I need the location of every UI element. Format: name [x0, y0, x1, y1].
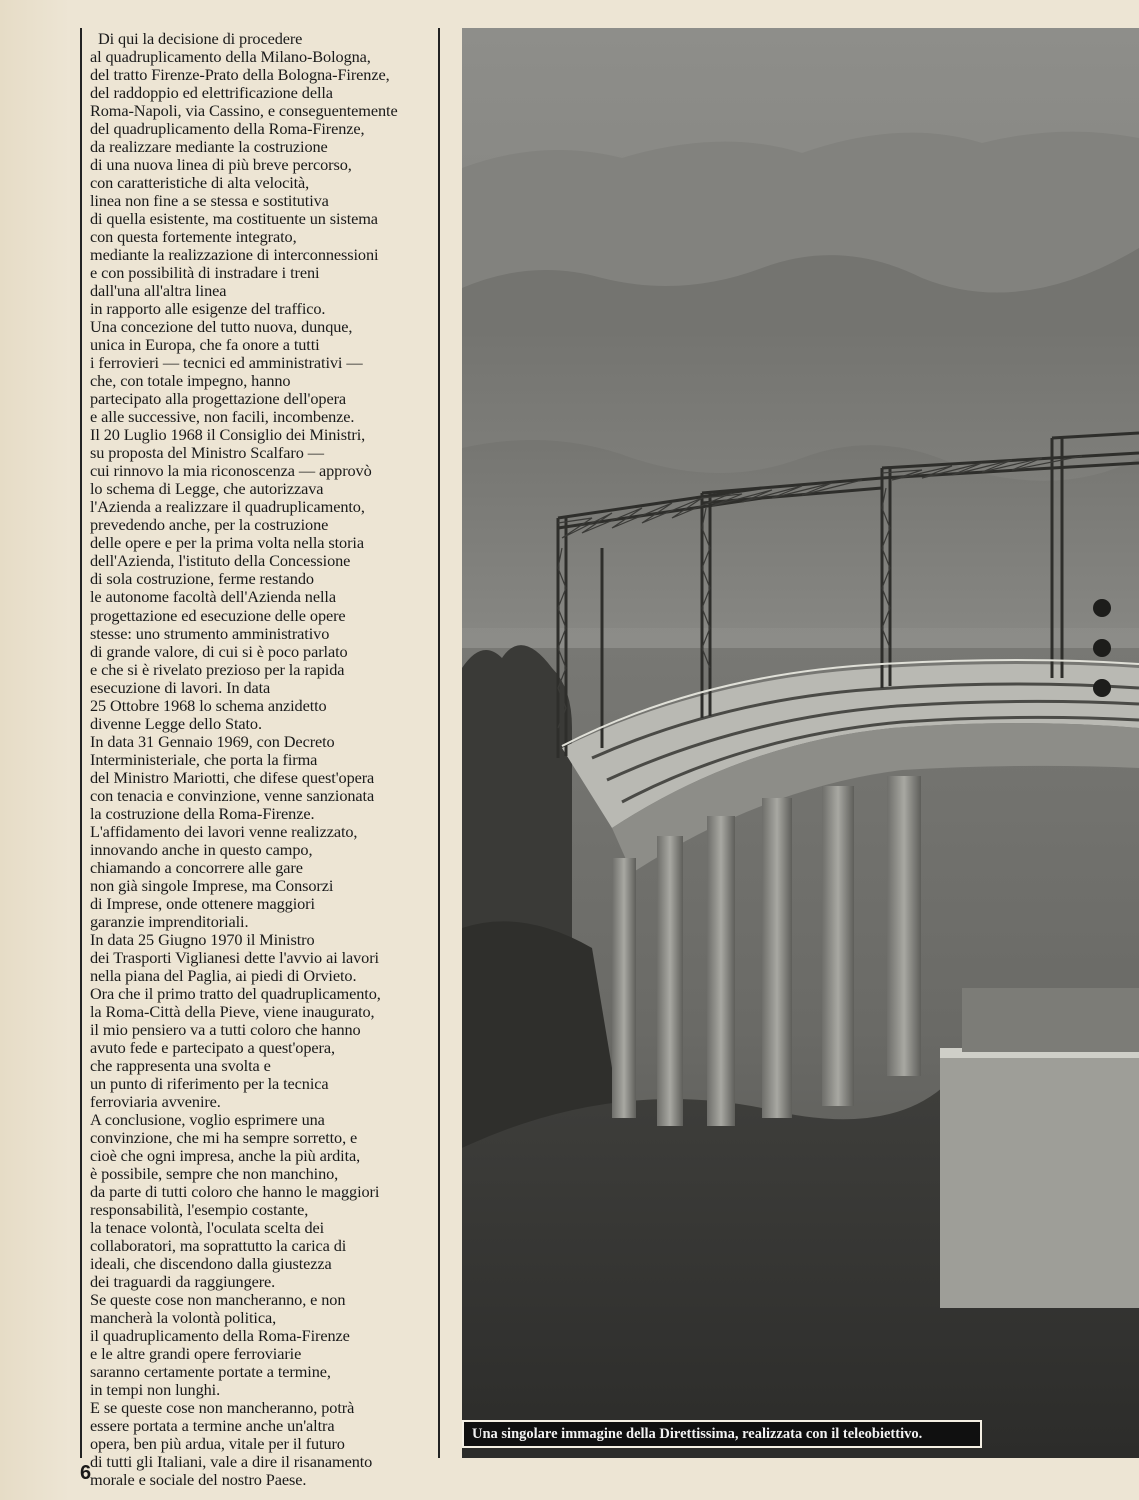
text-line: e alle successive, non facili, incombenze. — [90, 407, 355, 427]
text-line: in tempi non lunghi. — [90, 1380, 221, 1400]
text-line: su proposta del Ministro Scalfaro — — [90, 443, 324, 463]
text-line: che, con totale impegno, hanno — [90, 371, 291, 391]
paragraph-2 — [90, 318, 434, 426]
text-line: da realizzare mediante la costruzione — [90, 137, 328, 157]
text-line: Roma-Napoli, via Cassino, e conseguentemente — [90, 101, 398, 121]
text-line: partecipato alla progettazione dell'opera — [90, 389, 347, 409]
text-line: chiamando a concorrere alle gare — [90, 857, 303, 877]
text-line: con questa fortemente integrato, — [90, 227, 297, 247]
text-line: in rapporto alle esigenze del traffico. — [90, 299, 326, 319]
viaduct-illustration — [462, 28, 1139, 1458]
text-line: Ora che il primo tratto del quadruplicamento, — [90, 983, 381, 1003]
paragraph-9 — [90, 1291, 434, 1399]
text-line: le autonome facoltà dell'Azienda nella — [90, 587, 336, 607]
text-line: opera, ben più ardua, vitale per il futuro — [90, 1434, 345, 1454]
text-line: unica in Europa, che fa onore a tutti — [90, 335, 320, 355]
paragraph-7 — [90, 985, 434, 1111]
text-line: la tenace volontà, l'oculata scelta dei — [90, 1218, 325, 1238]
text-line: esecuzione di lavori. In data — [90, 677, 271, 697]
paragraph-6 — [90, 931, 434, 985]
text-line: responsabilità, l'esempio costante, — [90, 1200, 309, 1220]
text-line: la Roma-Città della Pieve, viene inaugurato, — [90, 1001, 375, 1021]
text-line: collaboratori, ma soprattutto la carica di — [90, 1236, 347, 1256]
text-line: la costruzione della Roma-Firenze. — [90, 803, 315, 823]
text-line: un punto di riferimento per la tecnica — [90, 1073, 329, 1093]
text-line: In data 31 Gennaio 1969, con Decreto — [90, 731, 335, 751]
text-line: essere portata a termine anche un'altra — [90, 1416, 335, 1436]
text-line: di una nuova linea di più breve percorso, — [90, 155, 352, 175]
text-line: ferroviaria avvenire. — [90, 1091, 221, 1111]
text-line: Il 20 Luglio 1968 il Consiglio dei Ministri, — [90, 425, 366, 445]
text-line: il mio pensiero va a tutti coloro che hanno — [90, 1019, 361, 1039]
article-text-column — [80, 28, 440, 1490]
text-line: L'affidamento dei lavori venne realizzato, — [90, 821, 358, 841]
text-line: al quadruplicamento della Milano-Bologna, — [90, 47, 371, 67]
text-line: divenne Legge dello Stato. — [90, 713, 262, 733]
text-line: del Ministro Mariotti, che difese quest'opera — [90, 767, 375, 787]
text-line: e con possibilità di instradare i treni — [90, 263, 320, 283]
paragraph-8 — [90, 1111, 434, 1291]
text-line: di Imprese, onde ottenere maggiori — [90, 893, 315, 913]
text-line: mancherà la volontà politica, — [90, 1308, 277, 1328]
text-line: garanzie imprenditoriali. — [90, 911, 249, 931]
text-line: con tenacia e convinzione, venne sanzionata — [90, 785, 375, 805]
text-line: e che si è rivelato prezioso per la rapida — [90, 659, 345, 679]
text-line: l'Azienda a realizzare il quadruplicamento, — [90, 497, 365, 517]
text-line: morale e sociale del nostro Paese. — [90, 1470, 307, 1490]
text-line: dall'una all'altra linea — [90, 281, 227, 301]
page-number: 6 — [80, 1462, 92, 1484]
text-line: che rappresenta una svolta e — [90, 1055, 271, 1075]
text-line: innovando anche in questo campo, — [90, 839, 313, 859]
text-line: di quella esistente, ma costituente un sistema — [90, 209, 378, 229]
text-line: del tratto Firenze-Prato della Bologna-Firenze, — [90, 65, 390, 85]
paragraph-3 — [90, 426, 434, 732]
text-line: cioè che ogni impresa, anche la più ardita, — [90, 1145, 361, 1165]
text-line: dell'Azienda, l'istituto della Concessione — [90, 551, 351, 571]
text-line: progettazione ed esecuzione delle opere — [90, 605, 346, 625]
text-line: 25 Ottobre 1968 lo schema anzidetto — [90, 695, 327, 715]
text-line: Di qui la decisione di procedere — [98, 29, 303, 48]
paragraph-4 — [90, 733, 434, 823]
text-line: linea non fine a se stessa e sostitutiva — [90, 191, 329, 211]
text-line: ideali, che discendono dalla giustezza — [90, 1254, 332, 1274]
text-line: stesse: uno strumento amministrativo — [90, 623, 330, 643]
text-line: del raddoppio ed elettrificazione della — [90, 83, 333, 103]
page-margin — [0, 0, 70, 1500]
text-line: nella piana del Paglia, ai piedi di Orvieto. — [90, 965, 357, 985]
text-line: dei traguardi da raggiungere. — [90, 1272, 276, 1292]
text-line: convinzione, che mi ha sempre sorretto, e — [90, 1127, 358, 1147]
text-line: saranno certamente portate a termine, — [90, 1362, 331, 1382]
paragraph-5 — [90, 823, 434, 931]
text-line: lo schema di Legge, che autorizzava — [90, 479, 324, 499]
text-line: delle opere e per la prima volta nella storia — [90, 533, 364, 553]
text-line: E se queste cose non mancheranno, potrà — [90, 1398, 355, 1418]
text-line: di grande valore, di cui si è poco parlato — [90, 641, 348, 661]
text-line: è possibile, sempre che non manchino, — [90, 1163, 339, 1183]
text-line: di sola costruzione, ferme restando — [90, 569, 314, 589]
text-line: dei Trasporti Viglianesi dette l'avvio ai lavori — [90, 947, 379, 967]
text-line: del quadruplicamento della Roma-Firenze, — [90, 119, 365, 139]
viaduct-photo — [462, 28, 1139, 1458]
text-line: Interministeriale, che porta la firma — [90, 749, 318, 769]
text-line: da parte di tutti coloro che hanno le maggiori — [90, 1182, 380, 1201]
text-line: Una concezione del tutto nuova, dunque, — [90, 317, 353, 337]
text-line: A conclusione, voglio esprimere una — [90, 1109, 325, 1129]
text-line: cui rinnovo la mia riconoscenza — approvò — [90, 461, 372, 481]
text-line: mediante la realizzazione di interconnessioni — [90, 245, 379, 265]
paragraph-10 — [90, 1399, 434, 1489]
text-line: con caratteristiche di alta velocità, — [90, 173, 310, 193]
text-line: e le altre grandi opere ferroviarie — [90, 1344, 302, 1364]
text-line: avuto fede e partecipato a quest'opera, — [90, 1037, 335, 1057]
paragraph-1 — [90, 30, 434, 318]
text-line: In data 25 Giugno 1970 il Ministro — [90, 929, 315, 949]
text-line: prevedendo anche, per la costruzione — [90, 515, 329, 535]
text-line: i ferrovieri — tecnici ed amministrativi — — [90, 353, 363, 373]
text-line: non già singole Imprese, ma Consorzi — [90, 875, 334, 895]
text-line: di tutti gli Italiani, vale a dire il risanamento — [90, 1452, 373, 1472]
text-line: il quadruplicamento della Roma-Firenze — [90, 1326, 350, 1346]
photo-caption: Una singolare immagine della Direttissima, realizzata con il teleobiettivo. — [462, 1420, 982, 1448]
text-line: Se queste cose non mancheranno, e non — [90, 1290, 346, 1310]
